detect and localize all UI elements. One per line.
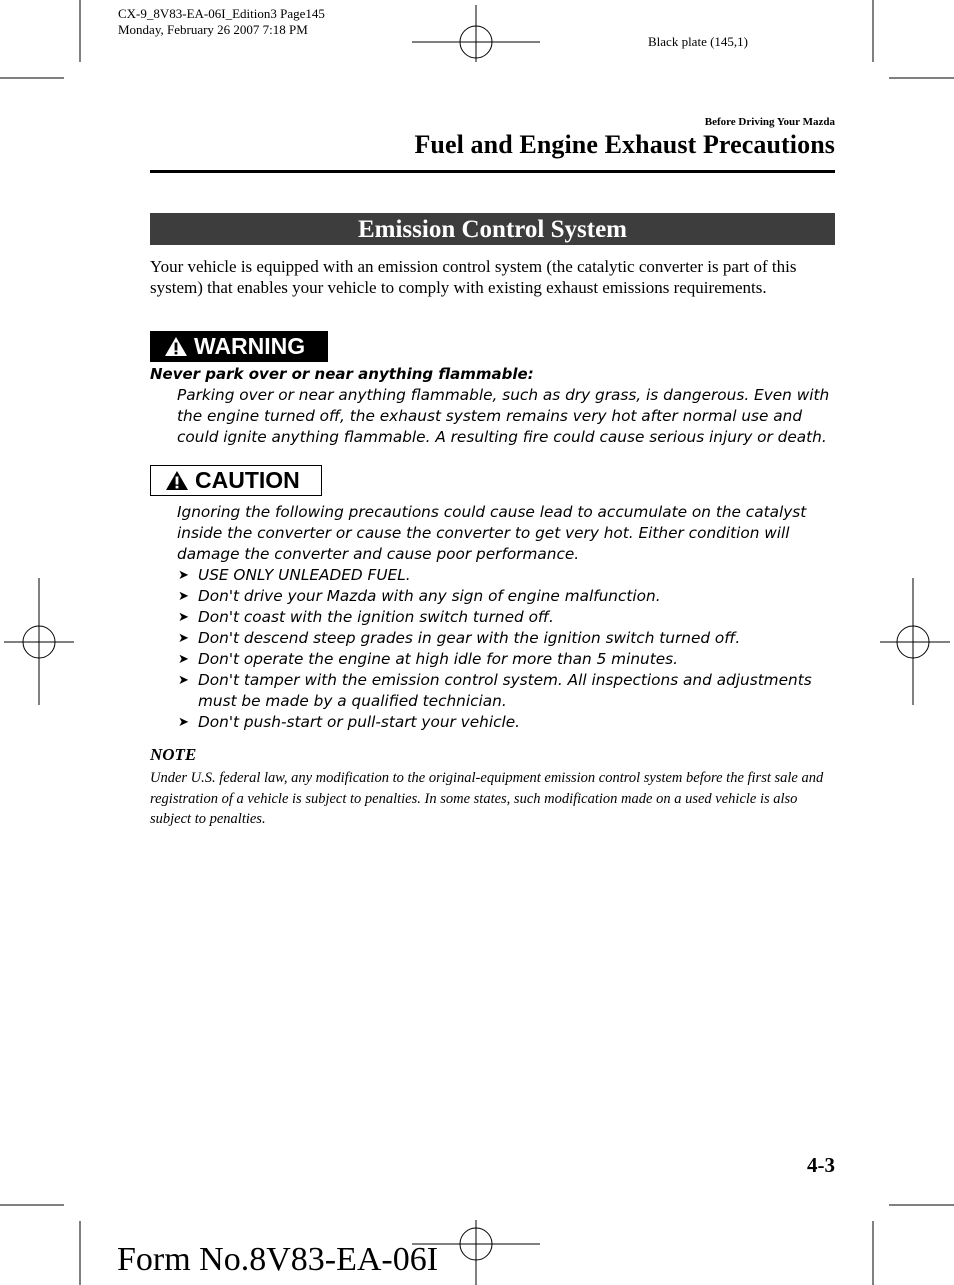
note-heading: NOTE <box>150 745 197 764</box>
arrowhead-bullet-icon: ➤ <box>178 589 189 604</box>
warning-heading: Never park over or near anything flammable: <box>150 365 534 383</box>
arrowhead-bullet-icon: ➤ <box>178 652 189 667</box>
note-body: Under U.S. federal law, any modification to the original-equipment emission control system before the first sale and registration of a vehicle is subject to penalties. In some states, such modification made on a used vehicle is also subject to penalties. <box>150 770 824 827</box>
title-rule <box>150 170 835 173</box>
print-info-date: Monday, February 26 2007 7:18 PM <box>118 22 308 37</box>
list-item-text: Don't descend steep grades in gear with the ignition switch turned off. <box>198 629 741 647</box>
warning-label-text: WARNING <box>194 333 306 359</box>
list-item <box>177 628 837 649</box>
list-item-text: USE ONLY UNLEADED FUEL. <box>198 566 411 584</box>
warning-triangle-icon <box>165 470 189 491</box>
section-label: Before Driving Your Mazda <box>704 116 835 128</box>
caution-label-text: CAUTION <box>195 467 300 493</box>
print-info <box>118 6 325 38</box>
plate-label: Black plate (145,1) <box>648 34 748 49</box>
list-item <box>177 649 837 670</box>
list-item <box>177 607 837 628</box>
list-item <box>177 586 837 607</box>
list-item-text: Don't push-start or pull-start your vehicle. <box>198 713 521 731</box>
arrowhead-bullet-icon: ➤ <box>178 715 189 730</box>
list-item-text: Don't operate the engine at high idle for more than 5 minutes. <box>198 650 678 668</box>
warning-body: Parking over or near anything flammable, such as dry grass, is dangerous. Even with the engine turned off, the exhaust system remains very hot after normal use and could ignite anything flammable. A resulting fire could cause serious injury or death. <box>177 386 830 446</box>
arrowhead-bullet-icon: ➤ <box>178 631 189 646</box>
section-banner: Emission Control System <box>150 213 835 245</box>
list-item <box>177 565 837 586</box>
warning-triangle-icon <box>164 336 188 357</box>
caution-body: Ignoring the following precautions could cause lead to accumulate on the catalyst inside the converter or cause the converter to get very hot. Either condition will damage the converter and cause poor performance. <box>177 503 807 563</box>
arrowhead-bullet-icon: ➤ <box>178 610 189 625</box>
list-item-text: Don't coast with the ignition switch turned off. <box>198 608 554 626</box>
list-item <box>177 670 837 712</box>
page-number: 4-3 <box>807 1153 835 1177</box>
list-item-text: Don't tamper with the emission control system. All inspections and adjustments must be made by a qualified technician. <box>198 671 812 710</box>
arrowhead-bullet-icon: ➤ <box>178 568 189 583</box>
registration-target-left <box>4 578 74 705</box>
list-item <box>177 712 837 733</box>
chapter-title: Fuel and Engine Exhaust Precautions <box>414 130 835 159</box>
list-item-text: Don't drive your Mazda with any sign of engine malfunction. <box>198 587 661 605</box>
warning-label <box>150 331 328 362</box>
registration-target-top <box>412 5 540 62</box>
registration-target-right <box>880 578 950 705</box>
form-number: Form No.8V83-EA-06I <box>117 1241 439 1278</box>
caution-label <box>150 465 322 496</box>
intro-paragraph: Your vehicle is equipped with an emission control system (the catalytic converter is part of this system) that enables your vehicle to comply with existing exhaust emissions requirements. <box>150 257 797 297</box>
arrowhead-bullet-icon: ➤ <box>178 673 189 688</box>
print-info-job: CX-9_8V83-EA-06I_Edition3 Page145 <box>118 6 325 21</box>
caution-list <box>177 565 837 733</box>
